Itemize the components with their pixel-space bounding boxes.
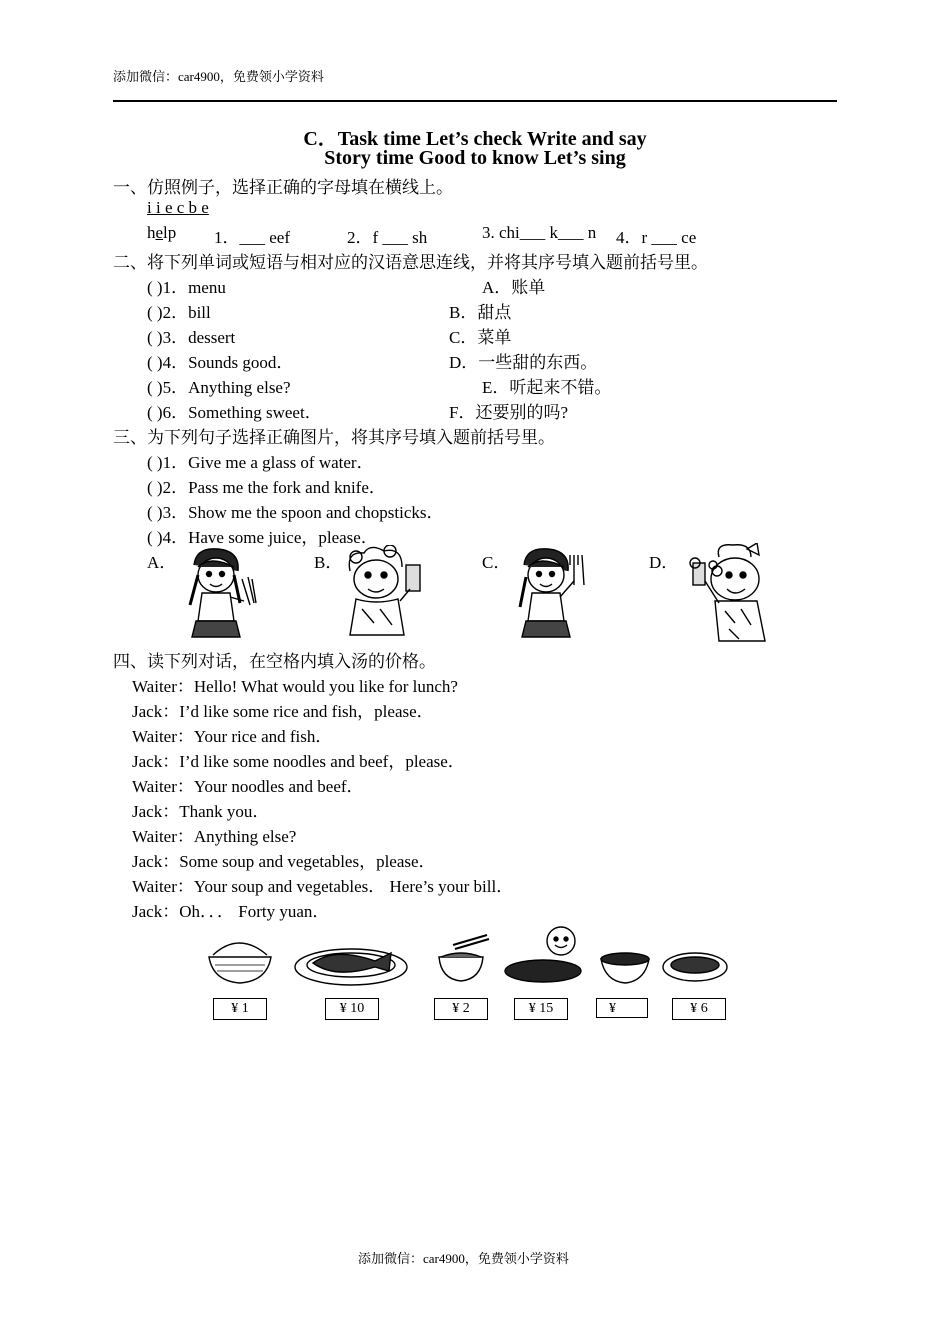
- price-vegetables: ¥ 6: [672, 998, 726, 1020]
- section2-left-4: ( )4．Sounds good．: [147, 353, 294, 372]
- section1-q4: 4．r ___ ce: [616, 228, 697, 247]
- dialogue-line-10: Jack：Oh．．． Forty yuan．: [132, 902, 330, 921]
- food-illustrations: [205, 925, 735, 995]
- price-soup-blank: ¥: [596, 998, 648, 1018]
- section2-heading: 二、将下列单词或短语与相对应的汉语意思连线，并将其序号填入题前括号里。: [113, 253, 708, 272]
- section1-heading: 一、仿照例子，选择正确的字母填在横线上。: [113, 178, 453, 197]
- header-rule: [113, 100, 837, 102]
- picture-b-girl-glass: [340, 545, 426, 643]
- section2-right-f: F．还要别的吗?: [449, 403, 568, 422]
- vegetables-plate-icon: [663, 953, 727, 981]
- dialogue-line-8: Jack：Some soup and vegetables，please．: [132, 852, 436, 871]
- footer-note: 添加微信：car4900，免费领小学资料: [358, 1251, 569, 1266]
- section2-left-6: ( )6．Something sweet．: [147, 403, 322, 422]
- example-post: lp: [163, 223, 177, 242]
- dialogue-line-6: Jack：Thank you．: [132, 802, 270, 821]
- section3-item-3: ( )3．Show me the spoon and chopsticks．: [147, 503, 444, 522]
- section2-left-5: ( )5．Anything else?: [147, 378, 291, 397]
- title-line1: C．Task time Let’s check Write and say: [303, 128, 647, 150]
- pic-label-a: A．: [147, 553, 177, 572]
- section2-left-1: ( )1．menu: [147, 278, 226, 297]
- example-mark: e: [155, 223, 164, 242]
- section2-right-e: E．听起来不错。: [482, 378, 612, 397]
- section3-item-4: ( )4．Have some juice，please．: [147, 528, 378, 547]
- section3-item-1: ( )1．Give me a glass of water．: [147, 453, 374, 472]
- pic-label-c: C．: [482, 553, 511, 572]
- noodle-bowl-icon: [439, 935, 489, 981]
- dialogue-line-9: Waiter：Your soup and vegetables． Here’s your bill．: [132, 877, 514, 896]
- price-rice: ¥ 1: [213, 998, 267, 1020]
- header-note: 添加微信：car4900，免费领小学资料: [113, 69, 324, 84]
- section2-right-a: A．账单: [482, 278, 546, 297]
- section2-left-3: ( )3．dessert: [147, 328, 236, 347]
- section2-right-b: B．甜点: [449, 303, 512, 322]
- beef-plate-icon: [505, 927, 581, 982]
- dialogue-line-4: Jack：I’d like some noodles and beef，please．: [132, 752, 465, 771]
- rice-bowl-icon: [209, 943, 271, 983]
- section2-right-d: D．一些甜的东西。: [449, 353, 598, 372]
- price-beef: ¥ 15: [514, 998, 568, 1020]
- section2-right-c: C．菜单: [449, 328, 512, 347]
- section1-letters: i i e c b e: [147, 198, 209, 217]
- section1-q2: 2．f ___ sh: [347, 228, 428, 247]
- section1-q3: 3. chi___ k___ n: [482, 223, 597, 242]
- fish-plate-icon: [295, 949, 407, 985]
- pic-label-d: D．: [649, 553, 679, 572]
- picture-a-girl-chopsticks: [180, 545, 262, 643]
- dialogue-line-1: Waiter：Hello! What would you like for lunch?: [132, 677, 458, 696]
- example-pre: h: [147, 223, 156, 242]
- section3-item-2: ( )2．Pass me the fork and knife．: [147, 478, 386, 497]
- dialogue-line-7: Waiter：Anything else?: [132, 827, 297, 846]
- price-fish: ¥ 10: [325, 998, 379, 1020]
- section1-q1: 1．___ eef: [214, 228, 291, 247]
- section1-example: [147, 223, 176, 243]
- price-noodles: ¥ 2: [434, 998, 488, 1020]
- section2-left-2: ( )2．bill: [147, 303, 211, 322]
- pic-label-b: B．: [314, 553, 343, 572]
- dialogue-line-5: Waiter：Your noodles and beef．: [132, 777, 364, 796]
- section3-heading: 三、为下列句子选择正确图片，将其序号填入题前括号里。: [113, 428, 555, 447]
- picture-c-girl-fork-knife: [512, 545, 594, 643]
- dialogue-line-2: Jack：I’d like some rice and fish，please．: [132, 702, 434, 721]
- dialogue-line-3: Waiter：Your rice and fish．: [132, 727, 333, 746]
- title-line2: Story time Good to know Let’s sing: [324, 147, 626, 169]
- picture-d-girl-juice: [685, 543, 775, 645]
- soup-bowl-icon: [601, 953, 649, 983]
- section4-heading: 四、读下列对话，在空格内填入汤的价格。: [113, 652, 436, 671]
